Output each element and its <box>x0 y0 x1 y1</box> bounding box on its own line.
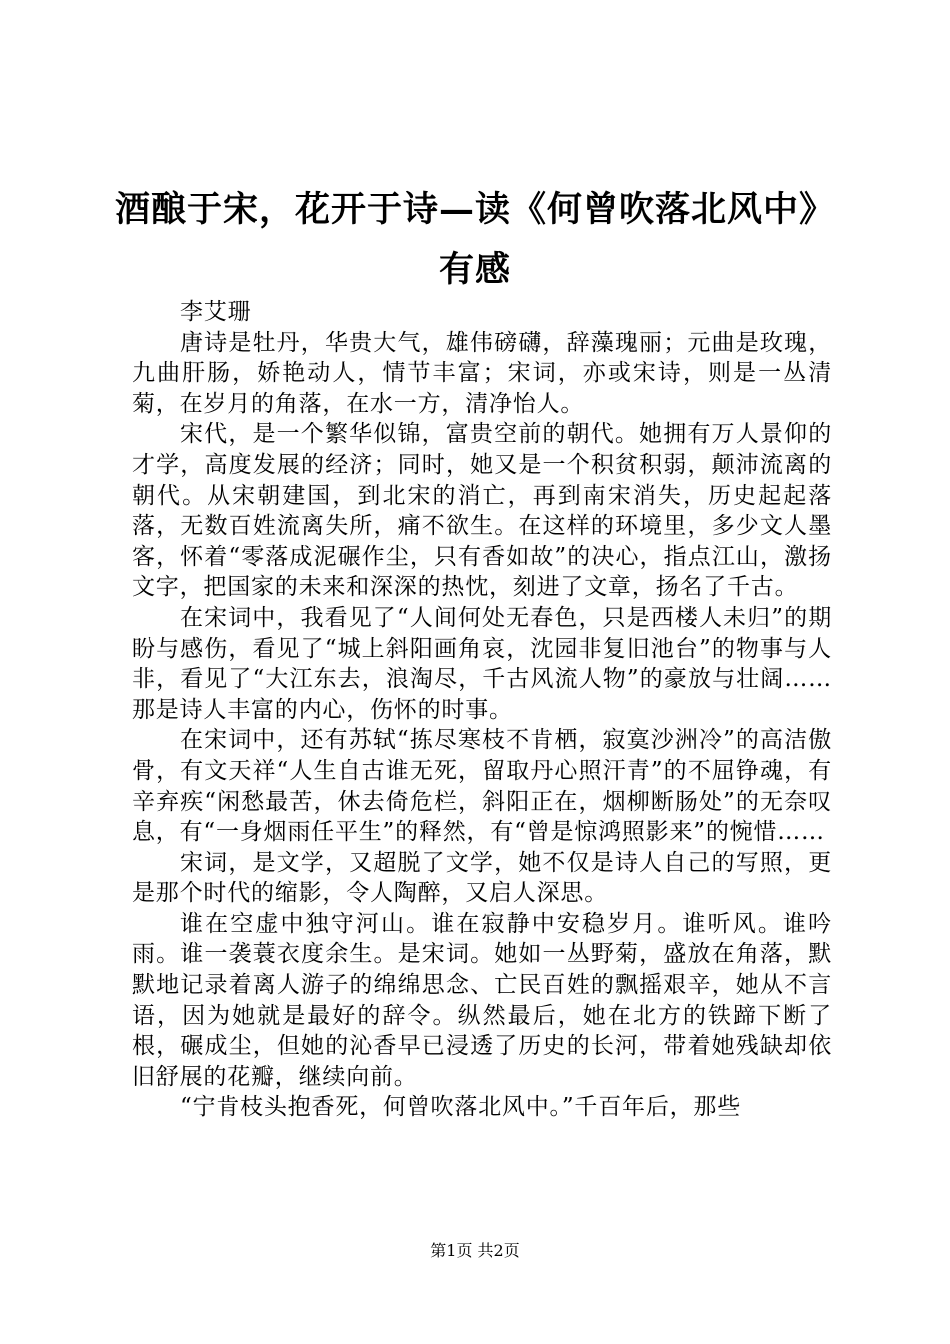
paragraph: 在宋词中，我看见了“人间何处无春色，只是西楼人未归”的期盼与感伤，看见了“城上斜阳画角哀，沈园非复旧池台”的物事与人非，看见了“大江东去，浪淘尽，千古风流人物”的豪放与壮阔……那是诗人丰富的内心，伤怀的时事。 <box>132 604 832 723</box>
paragraph: 在宋词中，还有苏轼“拣尽寒枝不肯栖，寂寞沙洲冷”的高洁傲骨，有文天祥“人生自古谁无死，留取丹心照汗青”的不屈铮魂，有辛弃疾“闲愁最苦，休去倚危栏，斜阳正在，烟柳断肠处”的无奈叹息，有“一身烟雨任平生”的释然，有“曾是惊鸿照影来”的惋惜…… <box>132 727 832 846</box>
paragraph: 唐诗是牡丹，华贵大气，雄伟磅礴，辞藻瑰丽；元曲是玫瑰，九曲肝肠，娇艳动人，情节丰富；宋词，亦或宋诗，则是一丛清菊，在岁月的角落，在水一方，清净怡人。 <box>132 329 832 417</box>
paragraph: 宋词，是文学，又超脱了文学，她不仅是诗人自己的写照，更是那个时代的缩影，令人陶醉，又启人深思。 <box>132 849 832 907</box>
paragraph: 谁在空虚中独守河山。谁在寂静中安稳岁月。谁听风。谁吟雨。谁一袭蓑衣度余生。是宋词。她如一丛野菊，盛放在角落，默默地记录着离人游子的绵绵思念、亡民百姓的飘摇艰辛，她从不言语，因为她就是最好的辞令。纵然最后，她在北方的铁蹄下断了根，碾成尘，但她的沁香早已浸透了历史的长河，带着她残缺却依旧舒展的花瓣，继续向前。 <box>132 910 832 1090</box>
document-title-line-1: 酒酿于宋，花开于诗—读《何曾吹落北风中》 <box>115 189 836 230</box>
author-name: 李艾珊 <box>180 299 252 325</box>
page-footer: 第1页 共2页 <box>430 1241 520 1260</box>
paragraph: 宋代，是一个繁华似锦，富贵空前的朝代。她拥有万人景仰的才学，高度发展的经济；同时，她又是一个积贫积弱，颠沛流离的朝代。从宋朝建国，到北宋的消亡，再到南宋消失，历史起起落落，无数百姓流离失所，痛不欲生。在这样的环境里，多少文人墨客，怀着“零落成泥碾作尘，只有香如故”的决心，指点江山，激扬文字，把国家的未来和深深的热忱，刻进了文章，扬名了千古。 <box>132 421 832 601</box>
document-body <box>132 297 832 1123</box>
document-title-line-2: 有感 <box>438 249 511 290</box>
paragraph: “宁肯枝头抱香死，何曾吹落北风中。”千百年后，那些 <box>180 1094 742 1121</box>
